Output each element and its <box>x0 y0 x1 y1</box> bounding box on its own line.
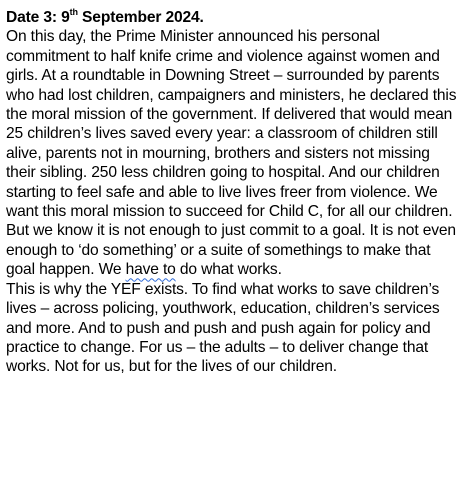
heading-prefix: Date 3: 9 <box>6 9 70 26</box>
heading-rest: September 2024. <box>77 9 204 26</box>
heading-ordinal-suffix: th <box>69 6 78 17</box>
paragraph-announcement <box>6 27 458 279</box>
paragraph-announcement-text: On this day, the Prime Minister announced his personal commitment to half knife crime and violence against women and girls. At a roundtable in Downing Street – surrounded by parents who had lost children, campaigners and ministers, he declared this the moral mission of the government. If delivered that would mean 25 children’s lives saved every year: a classroom of children still alive, parents not in mourning, brothers and sisters not missing their sibling. 250 less children going to hospital. And our children starting to feel safe and able to live lives freer from violence. We want this moral mission to succeed for Child C, for all our children. But we know it is not enough to just commit to a goal. It is not even enough to ‘do something’ or a suite of somethings to make that goal happen. We <box>6 28 457 279</box>
paragraph-announcement-end: do what works. <box>175 261 282 279</box>
date-heading <box>6 8 458 27</box>
paragraph-yef-purpose: This is why the YEF exists. To find what works to save children’s lives – across policing, youthwork, education, children’s services and more. And to push and push and push again for policy and practice to change. For us – the adults – to deliver change that works. Not for us, but for the lives of our children. <box>6 280 440 376</box>
grammar-flagged-phrase[interactable]: have to <box>125 261 176 279</box>
